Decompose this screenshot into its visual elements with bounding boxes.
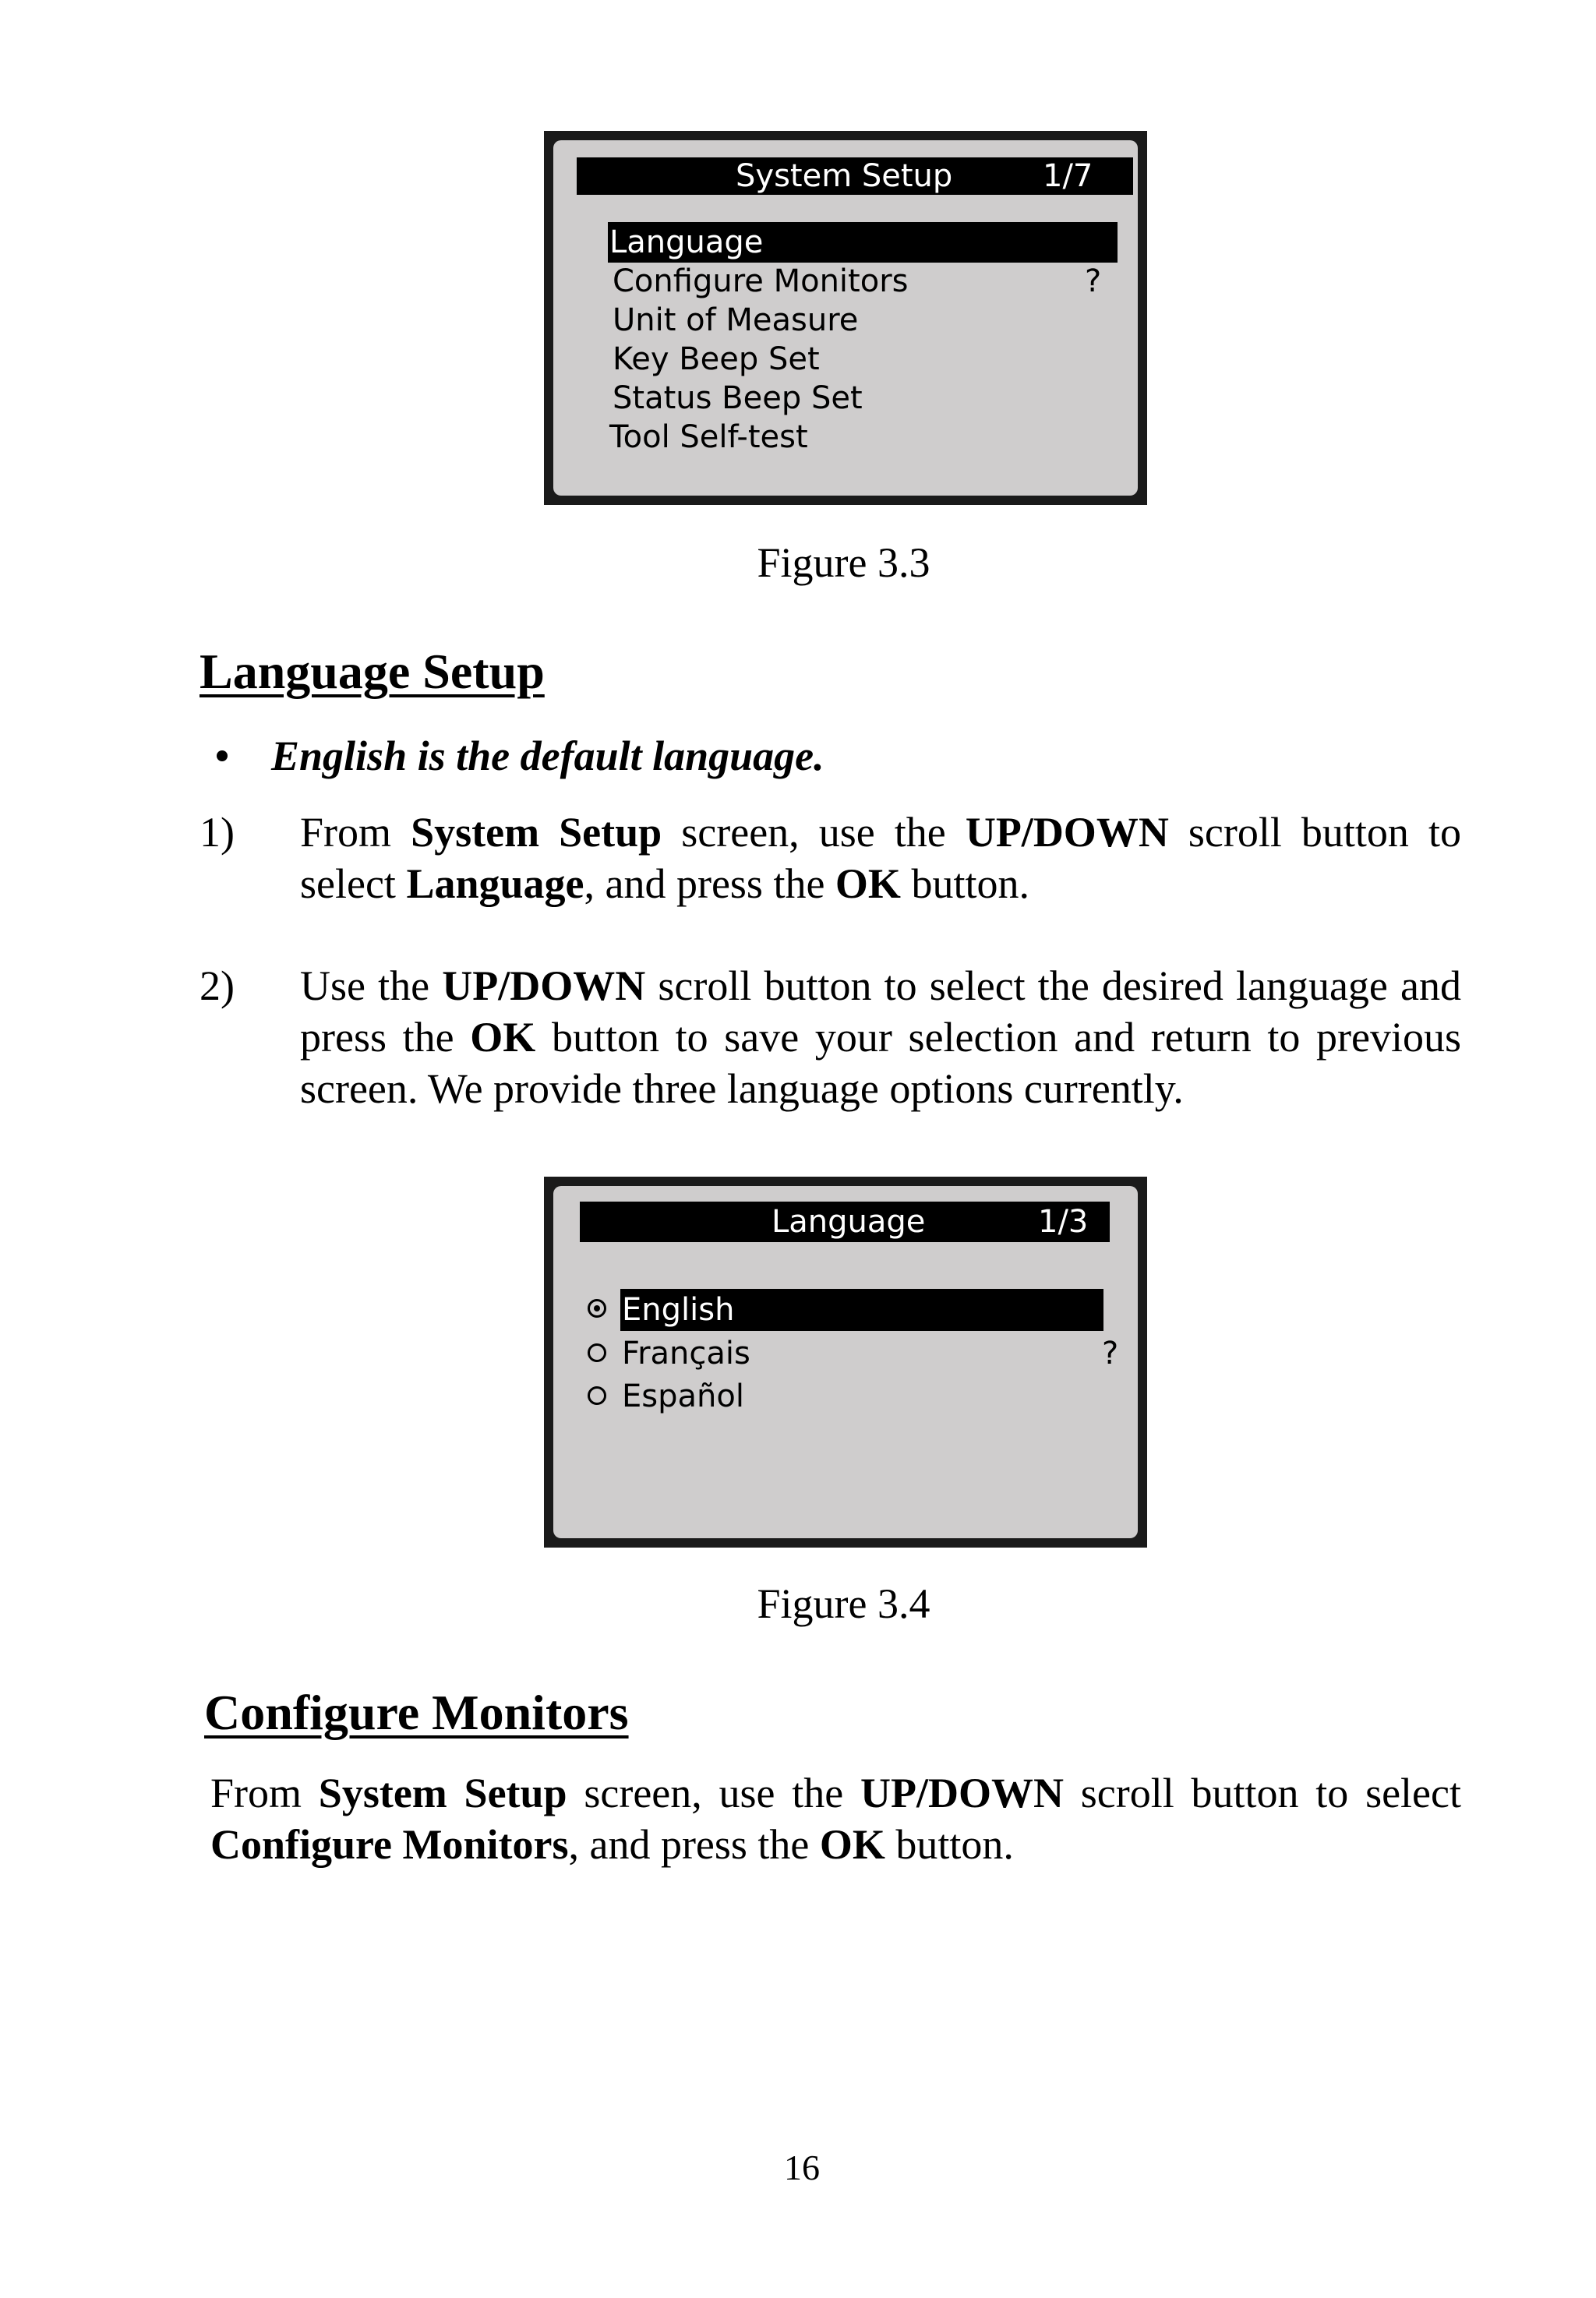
menu-item-language: Language [608,222,1118,263]
section-heading-configure-monitors: Configure Monitors [204,1685,629,1740]
term-system-setup: System Setup [411,809,662,856]
step-1-text: From System Setup screen, use the UP/DOWN scroll button to select Language, and press the OK button. [300,809,1461,907]
default-language-note: English is the default language. [271,732,824,779]
term-up-down: UP/DOWN [860,1770,1065,1816]
term-ok: OK [819,1821,885,1868]
term-configure-monitors: Configure Monitors [210,1821,569,1868]
term-up-down: UP/DOWN [442,962,646,1009]
menu-item-tool-self-test: Tool Self-test [609,419,808,455]
screen-page-indicator: 1/7 [1043,158,1093,194]
term-ok: OK [470,1014,536,1061]
step-2-number: 2) [200,962,235,1009]
radio-unselected-icon [588,1343,606,1362]
radio-selected-icon [588,1299,606,1318]
language-screen-figure [544,1177,1147,1548]
step-2-text: Use the UP/DOWN scroll button to select the desired language and press the OK button to save your selection and return to previous screen. We provide three language options currently. [300,962,1462,1112]
term-up-down: UP/DOWN [965,809,1169,856]
language-option-english: English [620,1289,1103,1331]
step-1-number: 1) [200,809,235,856]
term-language: Language [406,860,584,907]
figure-caption-3-3: Figure 3.3 [757,539,930,586]
bullet-dot [217,750,228,761]
term-system-setup: System Setup [318,1770,567,1816]
lcd-display [553,140,1138,496]
screen-page-indicator: 1/3 [1038,1204,1089,1240]
radio-unselected-icon [588,1386,606,1405]
screen-title: System Setup [736,158,953,194]
section-heading-language-setup: Language Setup [200,644,545,699]
lcd-display [553,1186,1138,1538]
menu-item-status-beep-set: Status Beep Set [613,380,863,416]
menu-item-key-beep-set: Key Beep Set [613,341,820,377]
help-question-mark: ? [1085,263,1102,299]
page-number: 16 [784,2148,820,2187]
screen-title-bar [580,1202,1110,1242]
term-ok: OK [835,860,901,907]
figure-caption-3-4: Figure 3.4 [757,1580,930,1627]
language-option-espanol: Español [622,1378,744,1414]
configure-monitors-text: From System Setup screen, use the UP/DOWN scroll button to select Configure Monitors, and press the OK button. [210,1770,1461,1868]
menu-item-configure-monitors: Configure Monitors [613,263,909,299]
screen-title-bar [577,157,1133,195]
menu-item-unit-of-measure: Unit of Measure [613,302,859,338]
system-setup-screen-figure [544,131,1147,505]
help-question-mark: ? [1102,1336,1119,1371]
language-option-francais: Français [622,1336,750,1371]
screen-title: Language [772,1204,926,1240]
